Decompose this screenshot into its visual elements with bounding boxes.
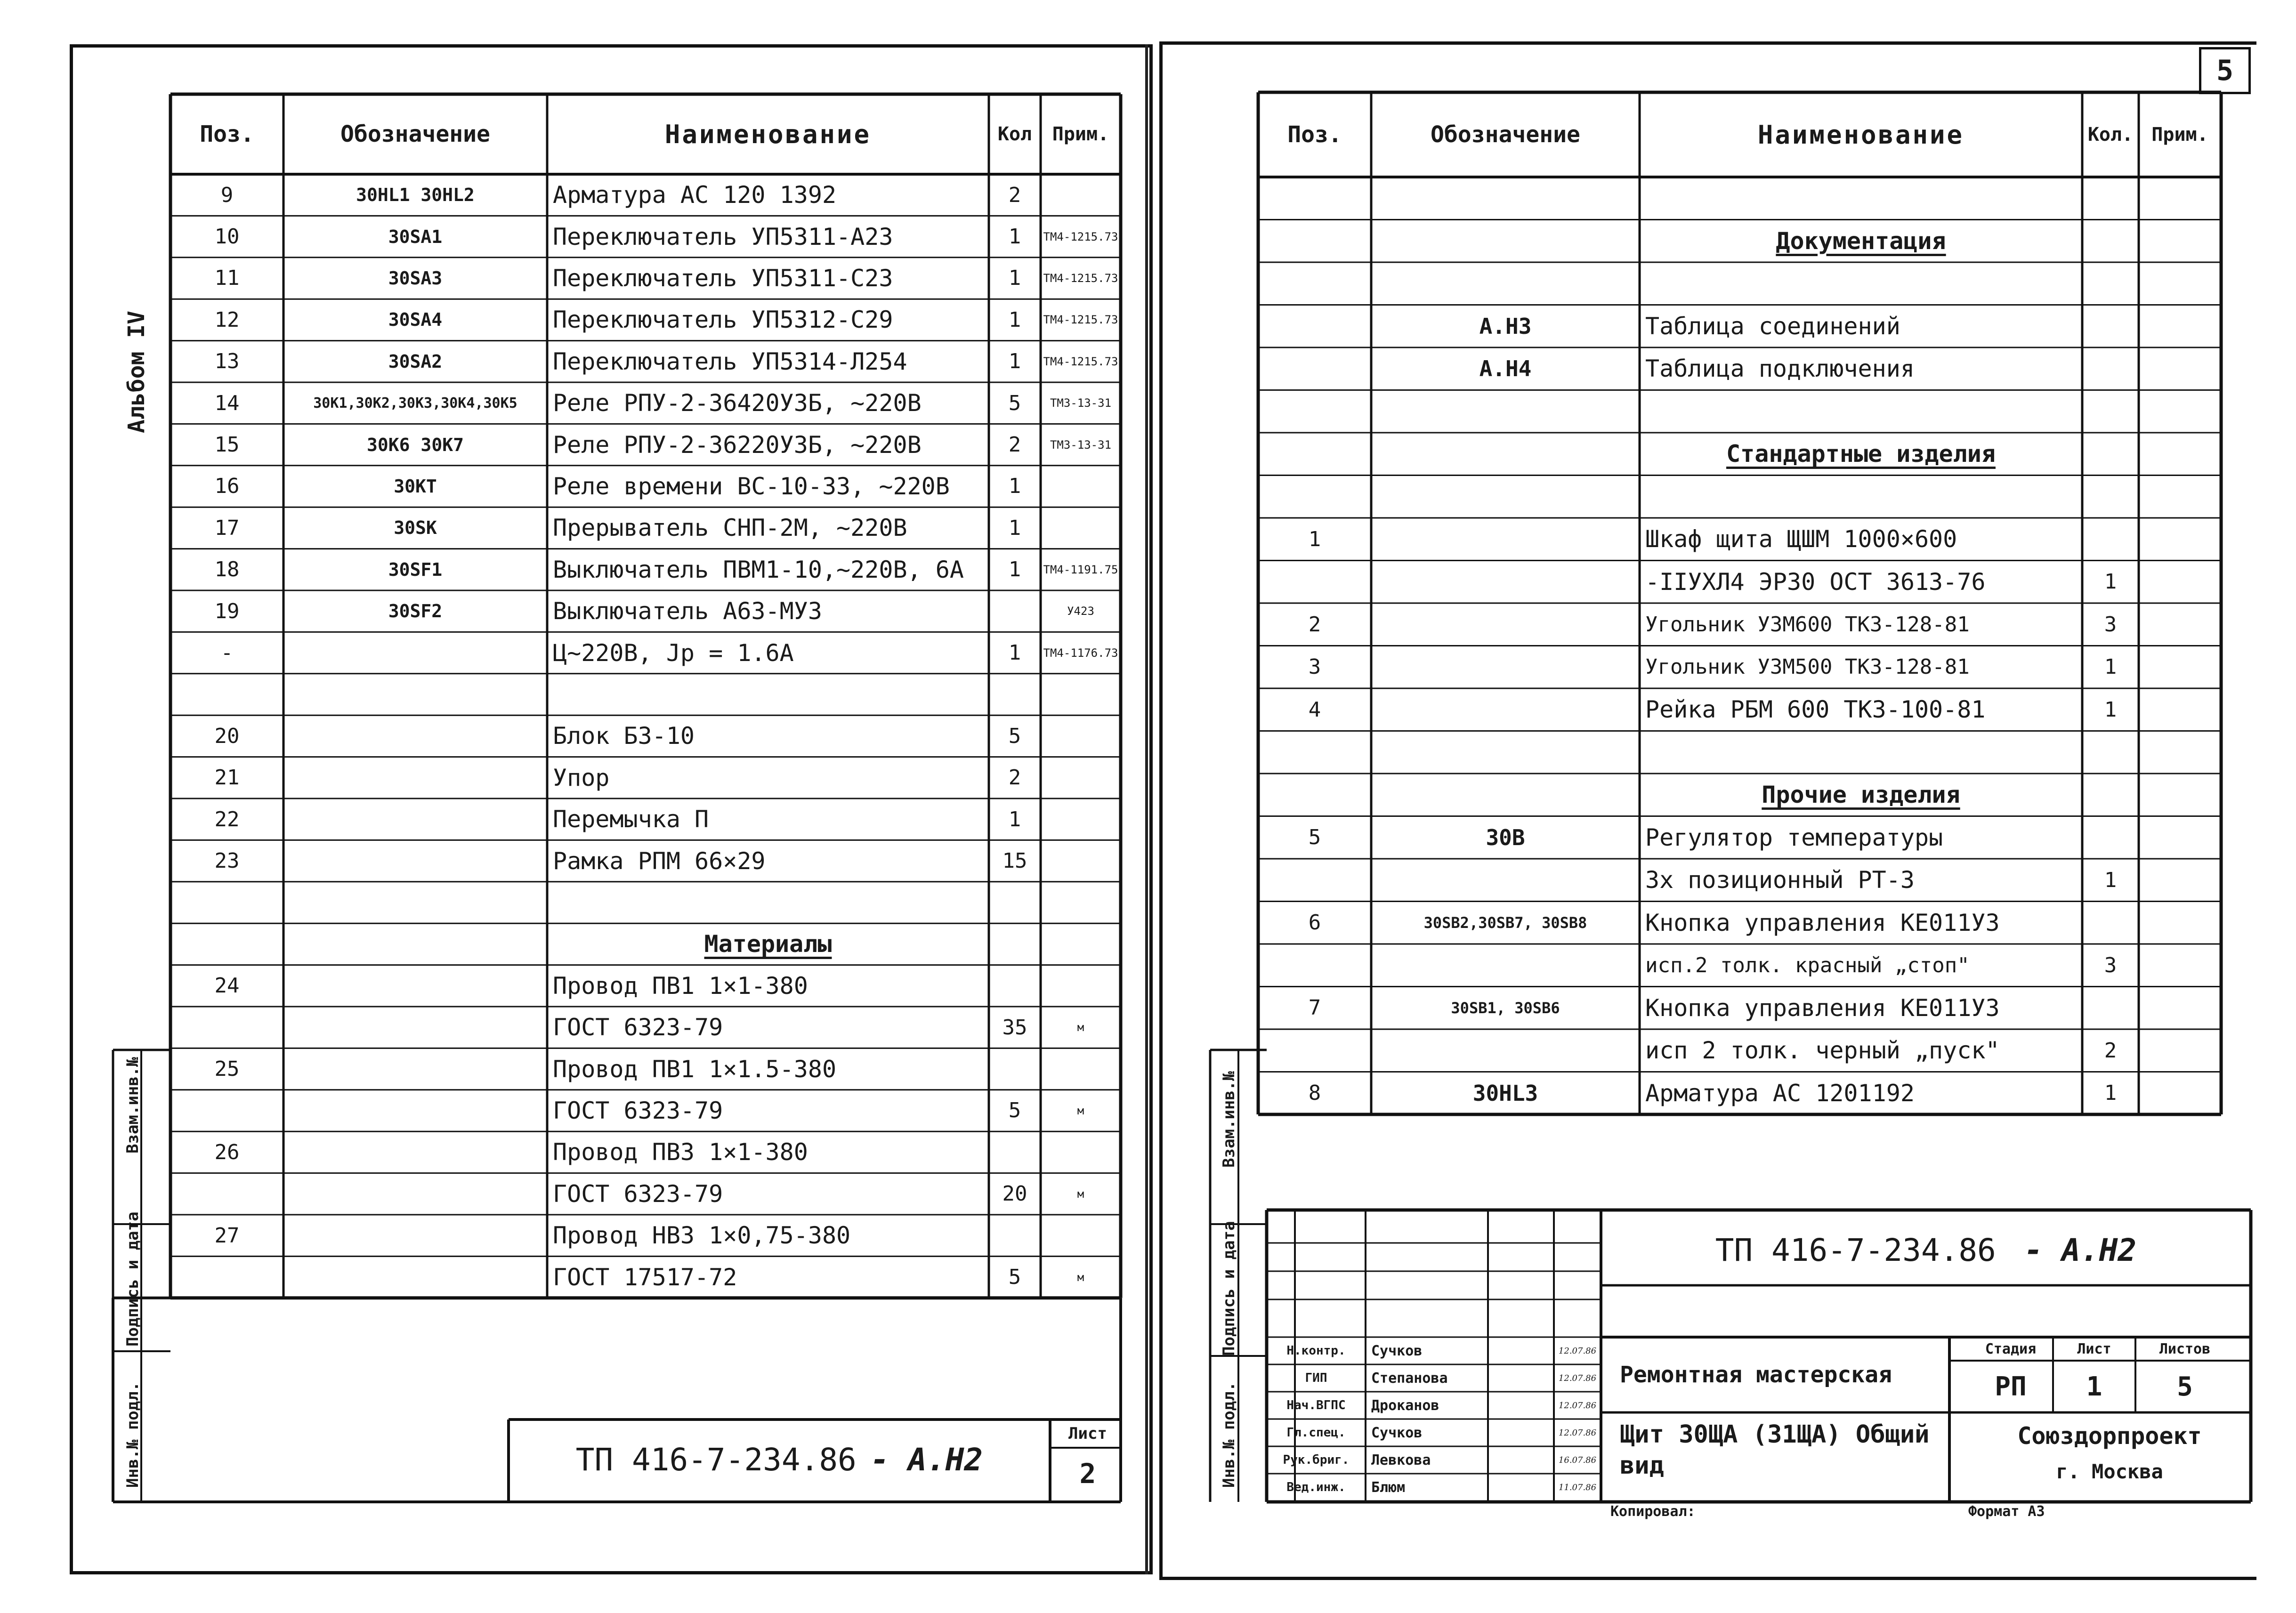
- row-designation: 30SB2,30SB7, 30SB8: [1423, 913, 1587, 932]
- row-qty: 35: [1002, 1015, 1027, 1040]
- row-name: -IIУХЛ4 ЭР30 ОСТ 3613-76: [1645, 568, 1986, 596]
- row-designation: [1371, 1029, 1640, 1072]
- role-date: 12.07.86: [1558, 1373, 1597, 1383]
- row-qty: 3: [2104, 612, 2117, 637]
- row-pos: [170, 1090, 283, 1131]
- row-name: исп 2 толк. черный „пуск": [1645, 1037, 2000, 1065]
- row-note: [1041, 674, 1121, 715]
- row-pos: [1258, 859, 1371, 902]
- role-date: 12.07.86: [1558, 1400, 1597, 1411]
- row-designation: [283, 1173, 547, 1215]
- row-qty: [989, 590, 1041, 632]
- row-designation: А.Н3: [1479, 313, 1532, 339]
- row-name: Реле времени ВС-10-33, ~220В: [553, 472, 950, 500]
- row-pos: [170, 882, 283, 923]
- row-designation: [1371, 177, 1640, 220]
- doc-code-suffix: - А.Н2: [870, 1441, 983, 1478]
- row-name: Арматура АС 120 1392: [553, 181, 837, 209]
- row-qty: 1: [1008, 516, 1021, 540]
- col-header-name: Наименование: [664, 119, 872, 149]
- row-note: [1041, 798, 1121, 840]
- role-title: Рук.бриг.: [1283, 1453, 1350, 1467]
- row-qty: [989, 674, 1041, 715]
- row-qty: 5: [1008, 1098, 1021, 1123]
- role-title: ГИП: [1305, 1371, 1327, 1385]
- col-header-note: Прим.: [1052, 123, 1109, 145]
- row-designation: 30SA4: [388, 309, 443, 331]
- row-name: Реле РПУ-2-36220У3Б, ~220В: [553, 431, 922, 459]
- section-title: Стандартные изделия: [1726, 440, 1996, 468]
- role-name: Степанова: [1371, 1370, 1448, 1387]
- row-pos: 11: [214, 266, 240, 290]
- row-name: Переключатель УП5311-А23: [553, 223, 893, 250]
- row-pos: [1258, 262, 1371, 305]
- row-name: Рейка РБМ 600 ТК3-100-81: [1645, 696, 1986, 724]
- row-qty: 1: [1008, 307, 1021, 332]
- row-name: Рамка РПМ 66×29: [553, 847, 766, 875]
- row-qty: 2: [2104, 1038, 2117, 1063]
- row-pos: [1258, 944, 1371, 987]
- row-qty: [2082, 433, 2139, 476]
- row-pos: 27: [214, 1223, 240, 1248]
- margin-label-sign-date: Подпись и дата: [123, 1211, 142, 1347]
- row-note: [1041, 715, 1121, 757]
- row-pos: [170, 923, 283, 965]
- row-pos: [170, 1256, 283, 1298]
- row-note: ТМ4-1191.75: [1043, 563, 1118, 576]
- row-qty: [989, 1215, 1041, 1256]
- row-designation: [1371, 220, 1640, 263]
- row-designation: [1371, 944, 1640, 987]
- row-pos: 9: [220, 183, 234, 207]
- row-note: ТМ4-1215.73: [1043, 313, 1118, 327]
- row-note: [1041, 466, 1121, 507]
- row-note: м: [1077, 1270, 1084, 1284]
- doc-code-number: ТП 416-7-234.86: [1715, 1232, 1996, 1268]
- role-date: 16.07.86: [1558, 1455, 1597, 1465]
- row-pos: [1258, 731, 1371, 774]
- col-header-name: Наименование: [1757, 120, 1965, 150]
- organization: Союздорпроект: [2017, 1422, 2202, 1450]
- row-pos: 2: [1308, 612, 1321, 637]
- row-name: Регулятор температуры: [1645, 823, 1943, 851]
- row-note: м: [1077, 1104, 1084, 1117]
- row-qty: [2082, 305, 2139, 348]
- row-qty: [2082, 476, 2139, 518]
- row-pos: 21: [214, 766, 240, 790]
- row-pos: [1258, 220, 1371, 263]
- row-pos: [1258, 390, 1371, 433]
- row-pos: 14: [214, 391, 240, 415]
- row-name: Арматура АС 1201192: [1645, 1079, 1915, 1107]
- margin-label-replace-inv: Взам.инв.№: [123, 1057, 142, 1153]
- object-title: Ремонтная мастерская: [1620, 1362, 1892, 1388]
- row-designation: [283, 632, 547, 673]
- row-name: [1640, 476, 2082, 518]
- row-designation: 30SA3: [388, 267, 443, 289]
- role-name: Дроканов: [1371, 1397, 1439, 1414]
- margin-label-inv-orig: Инв.№ подл.: [123, 1381, 142, 1488]
- role-name: Сучков: [1371, 1342, 1423, 1359]
- row-note: [1041, 882, 1121, 923]
- row-qty: 1: [2104, 570, 2117, 594]
- row-name: Таблица подключения: [1645, 355, 1915, 383]
- row-name: ГОСТ 17517-72: [553, 1263, 737, 1291]
- row-designation: [283, 1256, 547, 1298]
- role-date: 12.07.86: [1558, 1428, 1597, 1438]
- row-note: У423: [1067, 605, 1094, 618]
- row-designation: 30HL3: [1472, 1080, 1538, 1106]
- row-qty: [2082, 220, 2139, 263]
- section-title: Прочие изделия: [1762, 781, 1960, 809]
- row-pos: 3: [1308, 655, 1321, 679]
- row-name: Упор: [553, 764, 610, 791]
- role-date: 11.07.86: [1558, 1482, 1597, 1492]
- row-name: Провод ПВ3 1×1-380: [553, 1138, 808, 1166]
- sheet-number: 2: [1079, 1458, 1096, 1490]
- sheets-label: Листов: [2159, 1340, 2211, 1357]
- row-qty: 1: [2104, 868, 2117, 892]
- row-qty: 1: [1008, 807, 1021, 831]
- row-pos: 19: [214, 599, 240, 623]
- row-note: [1041, 965, 1121, 1007]
- row-qty: 20: [1002, 1182, 1027, 1206]
- margin-label-inv-orig: Инв.№ подл.: [1220, 1381, 1238, 1488]
- row-pos: 22: [214, 807, 240, 831]
- row-qty: 1: [1008, 266, 1021, 290]
- row-qty: 2: [1008, 183, 1021, 207]
- row-qty: 5: [1008, 391, 1021, 415]
- row-designation: [1371, 390, 1640, 433]
- col-header-pos: Поз.: [200, 121, 254, 147]
- row-note: [1041, 1131, 1121, 1173]
- col-header-qty: Кол: [997, 123, 1032, 145]
- row-qty: 5: [1008, 724, 1021, 748]
- row-designation: 30SK: [394, 517, 437, 539]
- row-name: Переключатель УП5312-С29: [553, 306, 893, 334]
- row-name: [1640, 390, 2082, 433]
- row-name: [1640, 731, 2082, 774]
- row-name: Реле РПУ-2-36420У3Б, ~220В: [553, 389, 922, 417]
- doc-code-number: ТП 416-7-234.86: [575, 1441, 857, 1478]
- row-name: ГОСТ 6323-79: [553, 1014, 723, 1041]
- row-designation: [283, 923, 547, 965]
- row-qty: [989, 923, 1041, 965]
- row-designation: 30SA1: [388, 226, 443, 247]
- row-designation: [283, 1131, 547, 1173]
- role-name: Блюм: [1371, 1479, 1406, 1496]
- row-pos: 7: [1308, 996, 1321, 1020]
- row-designation: [1371, 774, 1640, 816]
- copied-label: Копировал:: [1610, 1503, 1696, 1520]
- row-pos: [1258, 433, 1371, 476]
- row-note: ТМ4-1215.73: [1043, 230, 1118, 243]
- row-pos: 4: [1308, 697, 1321, 722]
- row-pos: [1258, 177, 1371, 220]
- row-qty: [989, 882, 1041, 923]
- drawing-title: Щит 30ЩА (31ЩА) Общий вид: [1620, 1420, 1930, 1480]
- row-pos: 18: [214, 557, 240, 582]
- row-pos: 5: [1308, 825, 1321, 850]
- row-pos: 1: [1308, 527, 1321, 551]
- col-header-note: Прим.: [2151, 124, 2208, 145]
- row-name: [1640, 177, 2082, 220]
- row-qty: [2082, 262, 2139, 305]
- row-designation: 30K6 30K7: [367, 434, 464, 455]
- row-designation: [1371, 859, 1640, 902]
- stage-value: РП: [1995, 1371, 2027, 1402]
- col-header-pos: Поз.: [1287, 121, 1342, 148]
- row-name: Шкаф щита ЩШМ 1000×600: [1645, 525, 1957, 553]
- col-header-designation: Обозначение: [340, 121, 490, 147]
- row-pos: 10: [214, 225, 240, 249]
- row-designation: [283, 757, 547, 798]
- row-designation: [1371, 561, 1640, 604]
- margin-label-sign-date: Подпись и дата: [1220, 1221, 1238, 1356]
- row-designation: [283, 798, 547, 840]
- role-name: Сучков: [1371, 1424, 1423, 1441]
- row-designation: [1371, 688, 1640, 731]
- row-pos: 13: [214, 349, 240, 374]
- row-name: Переключатель УП5311-С23: [553, 264, 893, 292]
- row-name: [1640, 262, 2082, 305]
- margin-label-replace-inv: Взам.инв.№: [1220, 1071, 1238, 1168]
- sheet-value: 1: [2086, 1371, 2102, 1402]
- row-qty: [2082, 518, 2139, 561]
- row-designation: [1371, 731, 1640, 774]
- role-name: Левкова: [1371, 1452, 1431, 1468]
- row-name: 3х позиционный РТ-3: [1645, 866, 1915, 894]
- row-pos: [1258, 347, 1371, 390]
- row-note: ТМ3-13-31: [1050, 396, 1112, 410]
- row-designation: [1371, 646, 1640, 689]
- row-designation: 30HL1 30HL2: [356, 185, 475, 206]
- row-name: Кнопка управления КЕ011У3: [1645, 994, 2000, 1022]
- row-pos: [170, 674, 283, 715]
- doc-code-suffix: - А.Н2: [2024, 1232, 2137, 1268]
- row-pos: 20: [214, 724, 240, 748]
- row-designation: [283, 1215, 547, 1256]
- row-qty: 15: [1002, 849, 1027, 873]
- row-designation: [283, 840, 547, 881]
- stage-label: Стадия: [1985, 1340, 2037, 1357]
- row-name: Кнопка управления КЕ011У3: [1645, 909, 2000, 936]
- sheet-label: Лист: [2077, 1340, 2111, 1357]
- row-pos: 12: [214, 307, 240, 332]
- row-qty: 5: [1008, 1265, 1021, 1290]
- row-designation: [1371, 603, 1640, 646]
- row-name: Таблица соединений: [1645, 312, 1900, 340]
- row-qty: 3: [2104, 953, 2117, 977]
- row-designation: [283, 965, 547, 1007]
- row-name: Перемычка П: [553, 806, 709, 833]
- row-pos: 16: [214, 474, 240, 499]
- row-qty: [989, 1048, 1041, 1089]
- role-title: Н.контр.: [1286, 1344, 1346, 1358]
- row-note: [1041, 757, 1121, 798]
- row-name: Ц~220В, Jр = 1.6А: [553, 639, 794, 667]
- row-designation: [283, 882, 547, 923]
- row-pos: 8: [1308, 1081, 1321, 1105]
- row-qty: [2082, 774, 2139, 816]
- row-name: Прерыватель СНП-2М, ~220В: [553, 514, 907, 542]
- doc-code: [509, 1419, 1050, 1500]
- role-title: Нач.ВГПС: [1286, 1398, 1346, 1412]
- row-pos: 17: [214, 516, 240, 540]
- row-designation: 30SB1, 30SB6: [1451, 999, 1560, 1017]
- row-qty: 1: [2104, 1081, 2117, 1105]
- title-doc-code: [1601, 1215, 2251, 1285]
- row-designation: [1371, 476, 1640, 518]
- row-pos: 24: [214, 974, 240, 998]
- row-designation: 30SF1: [388, 559, 443, 580]
- sheets-value: 5: [2177, 1371, 2193, 1402]
- row-qty: [989, 1131, 1041, 1173]
- role-date: 12.07.86: [1558, 1346, 1597, 1356]
- sheet-label: Лист: [1068, 1424, 1107, 1443]
- row-note: [1041, 1048, 1121, 1089]
- row-name: Угольник УЗМ600 ТК3-128-81: [1645, 612, 1970, 637]
- row-pos: [1258, 476, 1371, 518]
- row-qty: 2: [1008, 766, 1021, 790]
- row-designation: [283, 715, 547, 757]
- row-note: м: [1077, 1187, 1084, 1201]
- row-qty: 1: [1008, 225, 1021, 249]
- album-label: Альбом IV: [123, 310, 150, 433]
- row-name: [547, 882, 989, 923]
- city: г. Москва: [2056, 1460, 2163, 1483]
- row-name: ГОСТ 6323-79: [553, 1097, 723, 1124]
- row-name: Переключатель УП5314-Л254: [553, 347, 907, 375]
- row-name: исп.2 толк. красный „стоп": [1645, 953, 1970, 977]
- row-qty: 1: [1008, 557, 1021, 582]
- page-number: 5: [2199, 47, 2251, 94]
- row-pos: 15: [214, 433, 240, 457]
- row-name: Выключатель А63-МУ3: [553, 597, 822, 625]
- row-pos: -: [220, 641, 234, 665]
- section-title: Документация: [1776, 227, 1946, 255]
- row-name: Угольник УЗМ500 ТК3-128-81: [1645, 655, 1970, 679]
- row-name: ГОСТ 6323-79: [553, 1180, 723, 1208]
- row-qty: [2082, 731, 2139, 774]
- row-name: Выключатель ПВМ1-10,~220В, 6А: [553, 556, 964, 583]
- role-title: Вед.инж.: [1286, 1480, 1346, 1494]
- row-designation: [283, 1007, 547, 1048]
- row-pos: [170, 1007, 283, 1048]
- row-name: [547, 674, 989, 715]
- row-pos: 6: [1308, 911, 1321, 935]
- row-qty: 2: [1008, 433, 1021, 457]
- row-qty: [2082, 347, 2139, 390]
- row-name: Провод НВ3 1×0,75-380: [553, 1222, 851, 1250]
- row-name: Провод ПВ1 1×1-380: [553, 972, 808, 1000]
- row-note: ТМ4-1176.73: [1043, 646, 1118, 660]
- row-designation: 30KT: [394, 476, 437, 497]
- row-pos: [1258, 305, 1371, 348]
- row-pos: [1258, 1029, 1371, 1072]
- row-qty: [2082, 987, 2139, 1030]
- row-designation: [283, 1090, 547, 1131]
- format-label: Формат А3: [1968, 1503, 2045, 1520]
- row-note: ТМ4-1215.73: [1043, 271, 1118, 285]
- row-qty: 1: [1008, 641, 1021, 665]
- row-qty: 1: [2104, 655, 2117, 679]
- row-name: Блок Б3-10: [553, 722, 695, 750]
- section-title: Материалы: [704, 930, 832, 958]
- row-pos: [1258, 561, 1371, 604]
- row-note: [1041, 840, 1121, 881]
- row-note: ТМ3-13-31: [1050, 438, 1112, 452]
- row-designation: 30K1,30K2,30K3,30K4,30K5: [313, 395, 517, 411]
- row-pos: 25: [214, 1057, 240, 1081]
- row-designation: [1371, 262, 1640, 305]
- row-qty: [2082, 902, 2139, 944]
- row-designation: 30В: [1486, 824, 1525, 850]
- row-note: [1041, 1215, 1121, 1256]
- row-qty: [2082, 390, 2139, 433]
- row-pos: 23: [214, 849, 240, 873]
- row-designation: [1371, 433, 1640, 476]
- row-note: ТМ4-1215.73: [1043, 355, 1118, 368]
- row-note: [1041, 174, 1121, 216]
- row-qty: 1: [2104, 697, 2117, 722]
- row-qty: 1: [1008, 474, 1021, 499]
- row-designation: [283, 674, 547, 715]
- row-note: [1041, 923, 1121, 965]
- row-pos: [170, 1173, 283, 1215]
- row-designation: А.Н4: [1479, 356, 1532, 382]
- row-qty: [2082, 816, 2139, 859]
- row-qty: [989, 965, 1041, 1007]
- col-header-qty: Кол.: [2087, 124, 2134, 145]
- row-designation: 30SA2: [388, 351, 443, 372]
- col-header-designation: Обозначение: [1431, 121, 1580, 148]
- row-pos: [1258, 774, 1371, 816]
- row-pos: 26: [214, 1140, 240, 1164]
- row-name: Провод ПВ1 1×1.5-380: [553, 1055, 837, 1083]
- row-designation: [1371, 518, 1640, 561]
- row-qty: 1: [1008, 349, 1021, 374]
- role-title: Гл.спец.: [1286, 1426, 1346, 1440]
- row-qty: [2082, 177, 2139, 220]
- row-note: м: [1077, 1021, 1084, 1034]
- row-note: [1041, 507, 1121, 548]
- row-designation: [283, 1048, 547, 1089]
- row-designation: 30SF2: [388, 601, 443, 622]
